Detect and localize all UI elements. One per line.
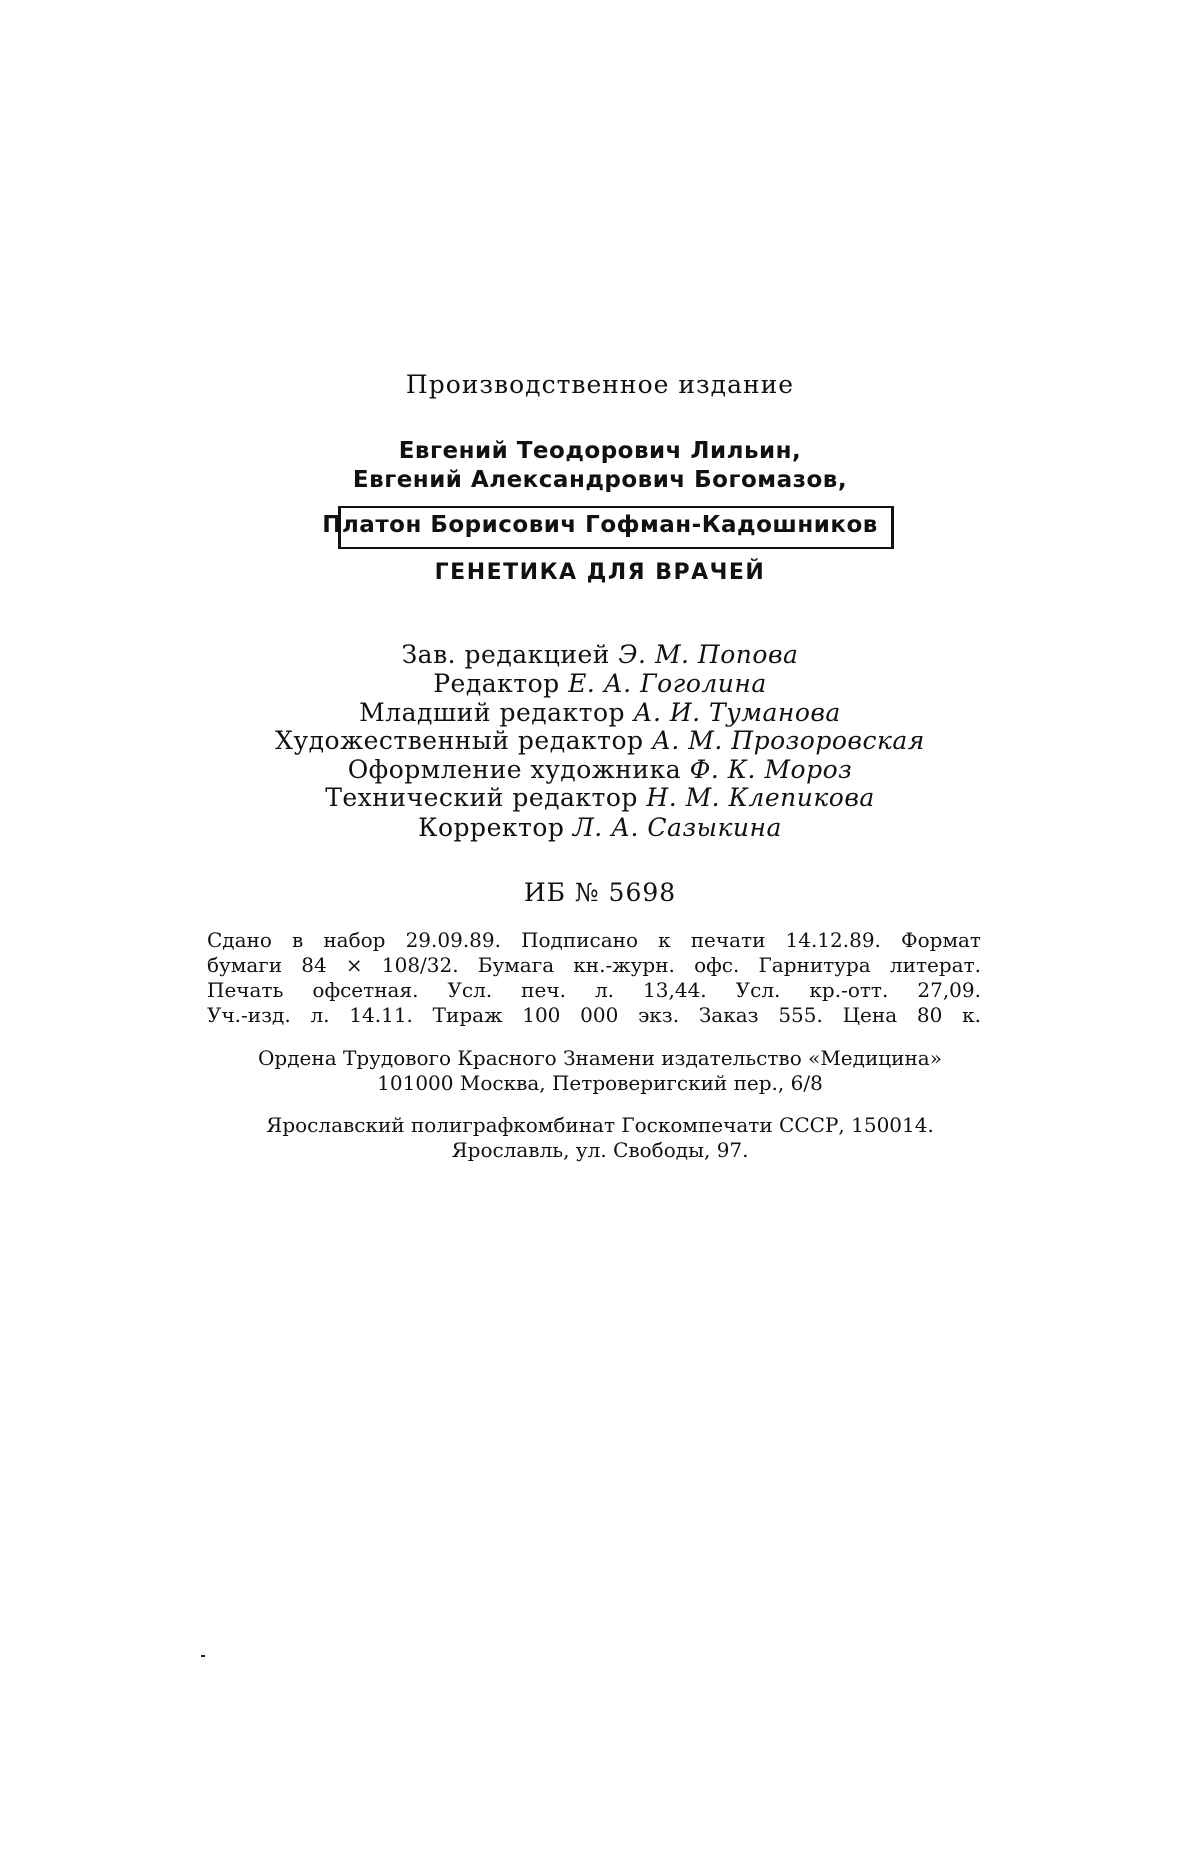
edition-type: Производственное издание [405, 370, 795, 399]
credit-person: Ф. К. Мороз [689, 755, 853, 784]
credit-design-artist [0, 755, 1200, 784]
credit-art-editor [0, 726, 1200, 755]
imprint-line: Печать офсетная. Усл. печ. л. 13,44. Усл. кр.-отт. 27,09. [207, 978, 981, 1002]
credit-technical-editor [0, 783, 1200, 812]
publisher-address: 101000 Москва, Петроверигский пер., 6/8 [377, 1071, 823, 1095]
credit-role: Младший редактор [359, 698, 626, 727]
imprint-line: Уч.-изд. л. 14.11. Тираж 100 000 экз. Заказ 555. Цена 80 к. [207, 1003, 981, 1027]
credit-person: А. М. Прозоровская [651, 726, 925, 755]
author-lilyin: Евгений Теодорович Лильин, [398, 438, 802, 464]
book-title: ГЕНЕТИКА ДЛЯ ВРАЧЕЙ [434, 560, 766, 585]
credit-junior-editor [0, 698, 1200, 727]
credit-editor [0, 669, 1200, 698]
credit-role: Корректор [418, 813, 565, 842]
credit-proofreader [0, 813, 1200, 842]
printer-info [0, 1113, 1200, 1163]
credit-role: Зав. редакцией [401, 640, 610, 669]
publisher-line: Ордена Трудового Красного Знамени издательство «Медицина» [258, 1046, 942, 1070]
author-bogomazov: Евгений Александрович Богомазов, [352, 467, 848, 493]
credit-head-of-editorial [0, 640, 1200, 669]
credit-role: Оформление художника [347, 755, 682, 784]
credit-role: Редактор [433, 669, 560, 698]
credit-role: Художественный редактор [275, 726, 644, 755]
printer-line: Ярославский полиграфкомбинат Госкомпечати СССР, 150014. [266, 1113, 934, 1137]
imprint-line: бумаги 84 × 108/32. Бумага кн.-журн. офс. Гарнитура литерат. [207, 953, 981, 977]
imprint-line: Сдано в набор 29.09.89. Подписано к печати 14.12.89. Формат [207, 928, 981, 952]
credit-person: Л. А. Сазыкина [572, 813, 782, 842]
credit-person: А. И. Туманова [633, 698, 841, 727]
credit-person: Е. А. Гоголина [568, 669, 767, 698]
credit-role: Технический редактор [325, 783, 638, 812]
author-gofman-kadoshnikov: Платон Борисович Гофман-Кадошников [322, 512, 878, 538]
credit-person: Э. М. Попова [618, 640, 799, 669]
scan-speck [201, 1655, 205, 1657]
publisher-info [0, 1046, 1200, 1096]
ib-number: ИБ № 5698 [523, 878, 677, 907]
credit-person: Н. М. Клепикова [646, 783, 875, 812]
imprint-details [207, 928, 981, 1028]
printer-address: Ярославль, ул. Свободы, 97. [451, 1138, 749, 1162]
